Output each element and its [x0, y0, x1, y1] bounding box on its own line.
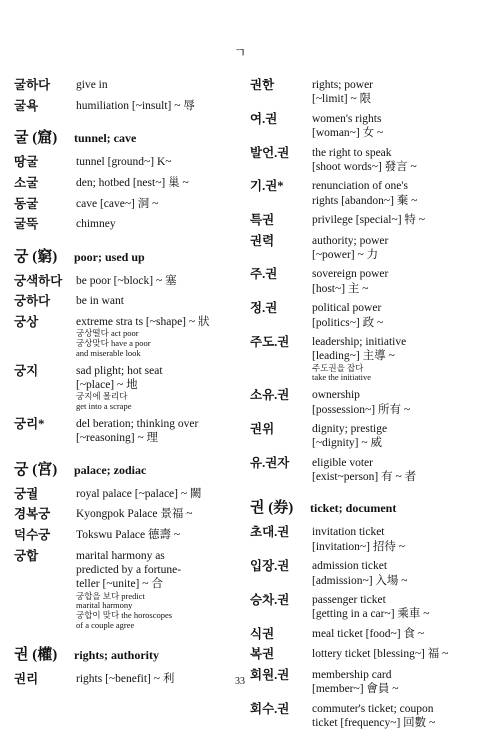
usage-example: and miserable look [76, 347, 141, 358]
definition [76, 176, 189, 192]
section-heading [14, 458, 240, 479]
definition-line: chimney [76, 218, 116, 231]
usage-example: 주도권을 잡다 [312, 362, 364, 373]
definition-line: renunciation of one's [312, 180, 408, 193]
definition [312, 335, 406, 383]
dictionary-entry [250, 335, 472, 383]
headword: 주.권 [250, 267, 278, 282]
usage-example: 궁합을 보다 predict [76, 590, 145, 601]
definition-line: [politics~] 政 ~ [312, 316, 384, 329]
definition-line: extreme stra ts [~shape] ~ 狀 [76, 316, 210, 328]
section-heading [14, 126, 240, 147]
dictionary-entry [250, 388, 472, 417]
definition [312, 559, 408, 588]
dictionary-entry [250, 559, 472, 588]
headword: 궁리* [14, 416, 45, 431]
usage-example: marital harmony [76, 600, 133, 611]
headword: 권 (權) [14, 646, 58, 663]
headword: 회수.권 [250, 701, 290, 716]
definition [76, 217, 116, 233]
dictionary-entry [250, 146, 472, 175]
definition-line: [leading~] 主導 ~ [312, 350, 395, 363]
definition-line: eligible voter [312, 456, 373, 469]
definition [312, 593, 430, 622]
definition [312, 422, 387, 451]
headword: 승차.권 [250, 592, 290, 607]
definition-line: cave [cave~] 洞 ~ [76, 197, 159, 210]
definition-line: rights [abandon~] 棄 ~ [312, 194, 418, 207]
definition-line: privilege [special~] 特 ~ [312, 214, 426, 226]
definition [76, 99, 195, 115]
definition-line: [~power] ~ 力 [312, 249, 379, 261]
headword: 땅굴 [14, 155, 39, 170]
definition-line: [woman~] 女 ~ [312, 127, 384, 140]
definition-line: den; hotbed [nest~] 巢 ~ [76, 176, 189, 189]
definition [312, 112, 383, 141]
definition [312, 702, 435, 731]
dictionary-entry [250, 627, 472, 643]
definition-line: humiliation [~insult] ~ 辱 [76, 99, 195, 112]
dictionary-entry [14, 274, 240, 290]
definition-line: give in [76, 79, 108, 91]
definition-line: tunnel [ground~] K~ [76, 156, 172, 169]
definition [76, 274, 177, 290]
headword: 권한 [250, 78, 275, 92]
dictionary-entry [14, 294, 240, 310]
headword: 궁상 [14, 315, 39, 329]
definition-line: [admission~] 入場 ~ [312, 574, 408, 587]
headword: 복권 [250, 647, 275, 662]
definition [312, 647, 448, 663]
definition-line: palace; zodiac [74, 462, 147, 477]
definition [76, 364, 163, 412]
headword: 특권 [250, 213, 275, 227]
definition-line: [getting in a car~] 乘車 ~ [312, 608, 430, 621]
definition [312, 213, 425, 229]
dictionary-entry [14, 315, 240, 359]
definition-line: women's rights [312, 112, 382, 125]
headword: 궁합 [14, 548, 39, 563]
definition-line: commuter's ticket; coupon [312, 702, 434, 715]
definition [76, 294, 124, 310]
dictionary-entry [250, 301, 472, 330]
definition-line: invitation ticket [312, 526, 385, 539]
usage-example: take the initiative [312, 372, 372, 383]
definition [312, 267, 388, 296]
headword: 굴뚝 [14, 217, 39, 232]
usage-example: of a couple agree [76, 620, 135, 630]
dictionary-entry [14, 155, 240, 171]
definition-line: [possession~] 所有 ~ [312, 403, 411, 416]
dictionary-entry [14, 176, 240, 192]
headword: 굴하다 [14, 78, 51, 92]
page-header: ㄱ [233, 45, 247, 60]
headword: 정.권 [250, 301, 278, 316]
definition [312, 78, 373, 107]
section-heading [14, 245, 240, 266]
dictionary-entry [250, 78, 472, 107]
definition-line: ticket [frequency~] 回數 ~ [312, 717, 436, 730]
definition-line: [exist~person] 有 ~ 者 [312, 471, 417, 484]
headword: 초대.권 [250, 525, 290, 540]
dictionary-entry [250, 702, 472, 731]
right-column [250, 78, 472, 735]
dictionary-entry [14, 364, 240, 412]
definition-line: membership card [312, 668, 392, 681]
headword: 궁지 [14, 363, 39, 378]
dictionary-entry [250, 234, 472, 263]
definition-line: [~place] ~ 地 [76, 379, 138, 392]
definition [74, 131, 136, 146]
headword: 궁궐 [14, 486, 39, 501]
headword: 회원.권 [250, 667, 290, 682]
definition-line: authority; power [312, 234, 389, 247]
definition [312, 179, 417, 208]
section-heading [250, 496, 472, 517]
headword: 덕수궁 [14, 527, 51, 542]
headword: 유.권자 [250, 455, 290, 470]
definition-line: leadership; initiative [312, 335, 407, 348]
dictionary-entry [14, 528, 240, 544]
definition [76, 78, 108, 94]
definition-line: be poor [~block] ~ 塞 [76, 274, 177, 287]
definition-line: Tokswu Palace 德壽 ~ [76, 528, 181, 541]
definition-line: royal palace [~palace] ~ 闕 [76, 487, 202, 500]
headword: 입장.권 [250, 559, 290, 574]
dictionary-entry [14, 78, 240, 94]
definition-line: tunnel; cave [74, 131, 137, 146]
definition [74, 250, 145, 265]
dictionary-entry [14, 417, 240, 446]
headword: 궁 (窮) [14, 248, 58, 265]
dictionary-entry [250, 179, 472, 208]
headword: 경복궁 [14, 507, 51, 522]
headword: 발언.권 [250, 145, 290, 160]
headword: 주도.권 [250, 334, 290, 349]
headword: 권력 [250, 233, 275, 248]
definition-line: ownership [312, 389, 360, 402]
definition-line: predicted by a fortune- [76, 563, 182, 576]
section-heading [14, 643, 240, 664]
definition [76, 197, 158, 213]
dictionary-entry [250, 422, 472, 451]
definition-line: Kyongpok Palace 景福 ~ [76, 508, 193, 521]
dictionary-entry [250, 456, 472, 485]
definition [74, 648, 159, 663]
dictionary-entry [250, 267, 472, 296]
definition-line: [invitation~] 招待 ~ [312, 540, 405, 553]
headword: 소굴 [14, 175, 39, 190]
headword: 동굴 [14, 196, 39, 211]
definition [76, 155, 171, 171]
definition-line: [member~] 會員 ~ [312, 683, 399, 696]
headword: 굴욕 [14, 98, 39, 113]
definition-line: rights [~benefit] ~ 利 [76, 672, 175, 685]
dictionary-entry [250, 593, 472, 622]
headword: 권 (券) [250, 500, 294, 517]
dictionary-entry [250, 647, 472, 663]
definition-line: [host~] 主 ~ [312, 282, 369, 295]
dictionary-entry [14, 549, 240, 631]
usage-example: get into a scrape [76, 401, 132, 412]
definition-line: rights; authority [74, 647, 159, 662]
headword: 권리 [14, 671, 39, 686]
definition [76, 315, 209, 359]
definition [76, 528, 180, 544]
definition-line: lottery ticket [blessing~] 福 ~ [312, 648, 449, 661]
definition-line: meal ticket [food~] 食 ~ [312, 627, 425, 640]
definition-line: [~dignity] ~ 威 [312, 437, 382, 450]
headword: 기.권* [250, 179, 284, 194]
dictionary-entry [14, 487, 240, 503]
definition [76, 549, 181, 631]
definition-line: sad plight; hot seat [76, 364, 163, 377]
definition-line: political power [312, 302, 382, 315]
headword: 궁 (宮) [14, 461, 58, 478]
dictionary-entry [14, 217, 240, 233]
headword: 식권 [250, 626, 275, 641]
dictionary-entry [14, 99, 240, 115]
dictionary-entry [14, 507, 240, 523]
definition-line: rights; power [312, 79, 374, 91]
usage-example: 궁상맞다 have a poor [76, 338, 151, 349]
definition-line: admission ticket [312, 560, 388, 573]
definition [312, 456, 416, 485]
headword: 궁색하다 [14, 273, 63, 288]
definition-line: sovereign power [312, 268, 389, 281]
definition-line: teller [~unite] ~ 合 [76, 578, 163, 591]
headword: 여.권 [250, 111, 278, 126]
definition-line: marital harmony as [76, 549, 165, 562]
headword: 소유.권 [250, 388, 290, 403]
definition [312, 301, 383, 330]
definition [74, 463, 146, 478]
usage-example: 궁지에 몰리다 [76, 391, 128, 402]
dictionary-entry [250, 112, 472, 141]
definition-line: [~limit] ~ 限 [312, 93, 372, 106]
definition-line: dignity; prestige [312, 422, 388, 435]
usage-example: 궁합이 맞다 the horoscopes [76, 610, 173, 621]
definition [76, 417, 198, 446]
definition-line: [shoot words~] 發言 ~ [312, 160, 417, 173]
headword: 굴 (窟) [14, 130, 58, 147]
definition-line: ticket; document [310, 501, 397, 516]
definition [312, 388, 410, 417]
definition [76, 507, 192, 523]
definition [310, 501, 396, 516]
usage-example: 궁상떨다 act poor [76, 328, 139, 339]
definition-line: [~reasoning] ~ 理 [76, 432, 159, 445]
definition-line: the right to speak [312, 146, 392, 159]
dictionary-entry [250, 525, 472, 554]
definition-line: be in want [76, 295, 124, 308]
page-number: 33 [235, 676, 245, 687]
definition [312, 627, 424, 643]
headword: 궁하다 [14, 294, 51, 309]
definition [312, 234, 388, 263]
dictionary-entry [250, 213, 472, 229]
dictionary-entry [14, 197, 240, 213]
definition [76, 487, 201, 503]
definition [312, 146, 417, 175]
headword: 권위 [250, 421, 275, 436]
definition-line: passenger ticket [312, 593, 386, 606]
definition-line: poor; used up [74, 249, 145, 264]
left-column [14, 78, 240, 692]
definition-line: del beration; thinking over [76, 417, 199, 430]
definition [312, 525, 405, 554]
